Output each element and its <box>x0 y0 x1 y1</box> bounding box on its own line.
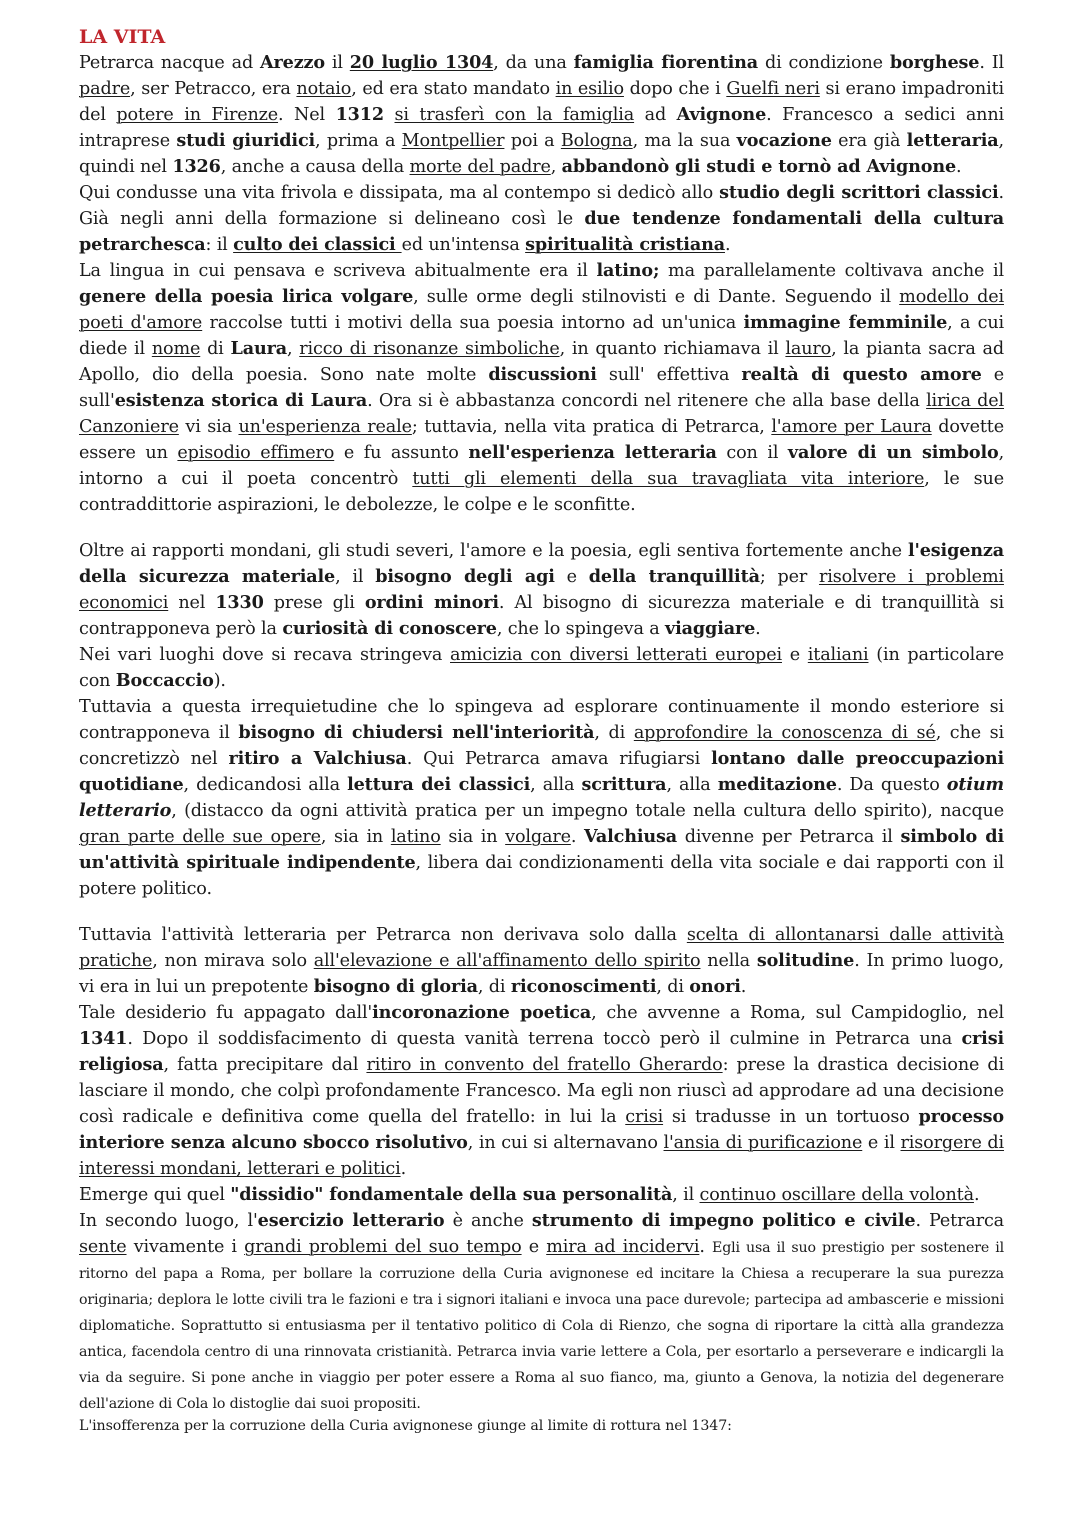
underlined-phrase: volgare <box>505 827 571 847</box>
bold-phrase: borghese <box>889 52 980 73</box>
text-run: si tradusse in un tortuoso <box>663 1107 919 1127</box>
text-run: Qui condusse una vita frivola e dissipata, ma al contempo si dedicò allo <box>79 183 720 203</box>
bold-phrase: scrittura <box>581 774 667 795</box>
text-run: . <box>400 1159 407 1179</box>
bold-phrase: strumento di impegno politico e civile <box>531 1210 916 1231</box>
bold-phrase: solitudine <box>756 950 855 971</box>
italic-bold-term: otium letterario <box>79 774 1004 821</box>
text-run <box>384 105 395 125</box>
text-run: prese gli <box>263 593 365 613</box>
paragraph-gap <box>79 902 1004 922</box>
text-run: ; tuttavia, nella vita pratica di Petrarca, <box>411 417 772 437</box>
text-run: era già <box>831 131 907 151</box>
text-run: , di <box>477 977 511 997</box>
underlined-phrase: risolvere i problemi economici <box>79 567 1004 613</box>
bold-phrase: due tendenze fondamentali della cultura petrarchesca <box>79 208 1004 255</box>
bold-phrase: incoronazione poetica <box>372 1002 592 1023</box>
underlined-phrase: risorgere di interessi mondani, letterari e politici <box>79 1133 1005 1179</box>
bold-phrase: processo interiore senza alcuno sbocco risolutivo <box>79 1106 1004 1153</box>
text-run: nel <box>168 593 216 613</box>
document-page <box>79 24 1004 1438</box>
text-run: e il <box>862 1133 901 1153</box>
underlined-phrase: grandi problemi del suo tempo <box>244 1237 522 1257</box>
bold-phrase: 1341 <box>79 1028 128 1049</box>
text-run: . <box>740 977 747 997</box>
text-run: , ser Petracco, era <box>130 79 297 99</box>
underlined-phrase: approfondire la conoscenza di sé <box>633 723 936 743</box>
text-run: . Ora si è abbastanza concordi nel ritenere che alla base della <box>367 391 927 411</box>
text-run: sia in <box>440 827 506 847</box>
bold-phrase: bisogno di gloria <box>313 976 478 997</box>
text-run: , (distacco da ogni attività pratica per un impegno totale nella cultura dello spirito), nacque <box>171 801 1004 821</box>
text-run: nella <box>700 951 757 971</box>
bold-phrase: crisi religiosa <box>79 1028 1004 1075</box>
underlined-phrase: l'amore per Laura <box>771 417 932 437</box>
text-run: ed un'intensa <box>401 235 526 255</box>
text-run: , libera dai condizionamenti della vita sociale e dai rapporti con il potere politico. <box>79 853 1004 899</box>
text-run: , che avvenne a Roma, sul Campidoglio, nel <box>591 1003 1004 1023</box>
bold-phrase: famiglia fiorentina <box>573 52 759 73</box>
bold-phrase: nell'esperienza letteraria <box>468 442 717 463</box>
paragraph-p4 <box>79 538 1004 642</box>
paragraph-p7 <box>79 922 1004 1000</box>
text-run: . Il <box>979 53 1004 73</box>
text-run: vi sia <box>178 417 239 437</box>
text-run: Tuttavia a questa irrequietudine che lo spingeva ad esplorare continuamente il mondo esteriore si contrapponeva il <box>79 697 1004 743</box>
text-run: . Da questo <box>836 775 947 795</box>
text-run: è anche <box>444 1211 532 1231</box>
text-run: , il <box>672 1185 700 1205</box>
underlined-phrase: Guelfi neri <box>726 79 820 99</box>
text-run: , ed era stato mandato <box>351 79 556 99</box>
text-run: . Nel <box>278 105 336 125</box>
underlined-phrase: nome <box>151 339 201 359</box>
bold-underlined-phrase <box>525 234 725 255</box>
bold-phrase: Valchiusa <box>584 826 678 847</box>
paragraph-p2 <box>79 180 1004 258</box>
text-run: dopo che i <box>623 79 727 99</box>
bold-phrase: 1330 <box>215 592 264 613</box>
paragraph-p3 <box>79 258 1004 518</box>
underlined-text: 20 luglio 1304 <box>349 52 494 73</box>
text-run: , alla <box>666 775 718 795</box>
underlined-phrase: all'elevazione e all'affinamento dello spirito <box>313 951 701 971</box>
underlined-text: spiritualità cristiana <box>525 234 725 255</box>
bold-phrase: bisogno di chiudersi nell'interiorità <box>238 722 595 743</box>
text-run: , quindi nel <box>79 131 1004 177</box>
underlined-phrase: episodio effimero <box>177 443 335 463</box>
underlined-phrase: lirica del Canzoniere <box>79 391 1005 437</box>
text-run: Nei vari luoghi dove si recava stringeva <box>79 645 450 665</box>
paragraph-p6 <box>79 694 1004 902</box>
text-run: , da una <box>493 53 574 73</box>
text-run: divenne per Petrarca il <box>677 827 901 847</box>
bold-phrase: onori <box>689 976 741 997</box>
bold-phrase: curiosità di conoscere <box>282 618 497 639</box>
text-run: , che lo spingeva a <box>496 619 666 639</box>
underlined-phrase: sente <box>79 1237 127 1257</box>
text-run: , dedicandosi alla <box>183 775 348 795</box>
text-run: . Già negli anni della formazione si delineano così le <box>79 183 1004 229</box>
underlined-phrase: amicizia con diversi letterati europei <box>450 645 782 665</box>
underlined-phrase: si trasferì con la famiglia <box>394 105 635 125</box>
text-run: In secondo luogo, l' <box>79 1211 258 1231</box>
text-run: vivamente i <box>126 1237 245 1257</box>
text-run: ; per <box>759 567 819 587</box>
underlined-phrase: lauro <box>785 339 832 359</box>
text-run: . Petrarca <box>915 1211 1004 1231</box>
text-run: di <box>200 339 231 359</box>
text-run: , a cui diede il <box>79 313 1004 359</box>
underlined-text: culto dei classici <box>233 234 402 255</box>
text-run: di condizione <box>758 53 890 73</box>
bold-phrase: studio degli scrittori classici <box>719 182 999 203</box>
text-run: e <box>781 645 808 665</box>
text-run: si erano impadroniti del <box>79 79 1004 125</box>
bold-phrase: latino; <box>596 260 660 281</box>
bold-phrase: discussioni <box>488 364 597 385</box>
bold-underlined-phrase <box>233 234 401 255</box>
underlined-phrase: modello dei poeti d'amore <box>79 287 1004 333</box>
underlined-phrase: un'esperienza reale <box>238 417 412 437</box>
underlined-phrase: morte del padre <box>409 157 551 177</box>
text-run: . <box>699 1237 712 1257</box>
text-run: Petrarca nacque ad <box>79 53 261 73</box>
text-run: Emerge qui quel <box>79 1185 231 1205</box>
underlined-phrase: padre <box>79 79 131 99</box>
text-run: , sia in <box>320 827 391 847</box>
underlined-phrase: mira ad incidervi <box>546 1237 700 1257</box>
bold-phrase: bisogno degli agi <box>375 566 555 587</box>
paragraph-p8 <box>79 1000 1004 1182</box>
text-run: . <box>570 827 584 847</box>
bold-phrase: lontano dalle preoccupazioni quotidiane <box>79 748 1005 795</box>
text-run: , che si concretizzò nel <box>79 723 1004 769</box>
text-run: Egli usa il suo prestigio per sostenere il ritorno del papa a Roma, per bollare la corruzione della Curia avignonese ed incitare la Chiesa a recuperare la sua purezza originaria; deplora le lotte civili tra le fazioni e tra i signori italiani e invoca una pace durevole; partecipa ad ambascerie e missioni diplomatiche. Soprattutto si entusiasma per il tentativo politico di Cola di Rienzo, che sogna di riportare la città alla grandezza antica, facendola centro di una rinnovata cristianità. Petrarca invia varie lettere a Cola, per esortarlo a perseverare e indicargli la via da seguire. Si pone anche in viaggio per poter essere a Roma al suo fianco, ma, giunto a Genova, la notizia del degenerare dell'azione di Cola lo distoglie dai suoi propositi. <box>79 1240 1005 1412</box>
text-run: (in particolare con <box>79 645 1004 691</box>
text-run: . <box>956 157 962 177</box>
bold-phrase: ritiro a Valchiusa <box>228 748 407 769</box>
bold-phrase: realtà di questo amore <box>741 364 982 385</box>
underlined-phrase: notaio <box>296 79 352 99</box>
text-run: . Al bisogno di sicurezza materiale e di tranquillità si contrapponeva però la <box>79 593 1005 639</box>
text-run: ). <box>213 671 226 691</box>
bold-phrase: viaggiare <box>665 618 756 639</box>
paragraph-p11 <box>79 1416 1004 1438</box>
text-run: Tale desiderio fu appagato dall' <box>79 1003 373 1023</box>
bold-underlined-phrase <box>350 52 493 73</box>
text-run: , alla <box>530 775 582 795</box>
text-run: con il <box>716 443 788 463</box>
bold-phrase: ordini minori <box>364 592 499 613</box>
bold-phrase: lettura dei classici <box>347 774 531 795</box>
text-run: Tuttavia l'attività letteraria per Petrarca non derivava solo dalla <box>79 925 687 945</box>
text-run: ma parallelamente coltivava anche il <box>659 261 1004 281</box>
section-title: LA VITA <box>79 26 166 48</box>
text-run: , sulle orme degli stilnovisti e di Dante. Seguendo il <box>413 287 900 307</box>
paragraph-p10 <box>79 1208 1004 1416</box>
bold-phrase: Laura <box>230 338 287 359</box>
underlined-phrase: crisi <box>625 1107 664 1127</box>
bold-phrase: immagine femminile <box>743 312 948 333</box>
underlined-phrase: scelta di allontanarsi dalle attività pratiche <box>79 925 1004 971</box>
bold-phrase: simbolo di un'attività spirituale indipendente <box>79 826 1004 873</box>
underlined-phrase: l'ansia di purificazione <box>663 1133 863 1153</box>
text-run: , <box>550 157 562 177</box>
bold-phrase: esistenza storica di Laura <box>114 390 368 411</box>
text-run: e fu assunto <box>334 443 469 463</box>
text-run: . Qui Petrarca amava rifugiarsi <box>406 749 712 769</box>
text-run: . <box>724 235 731 255</box>
bold-phrase: letteraria <box>906 130 999 151</box>
document-body <box>79 50 1004 1438</box>
paragraph-p5 <box>79 642 1004 694</box>
text-run: L'insofferenza per la corruzione della Curia avignonese giunge al limite di rottura nel 1347: <box>79 1418 732 1434</box>
text-run: il <box>324 53 350 73</box>
bold-phrase: genere della poesia lirica volgare <box>79 286 414 307</box>
bold-phrase: "dissidio" fondamentale della sua personalità <box>230 1184 673 1205</box>
underlined-phrase: gran parte delle sue opere <box>79 827 321 847</box>
text-run: . Francesco a sedici anni intraprese <box>79 105 1005 151</box>
bold-phrase: 1312 <box>335 104 384 125</box>
bold-phrase: studi giuridici <box>176 130 316 151</box>
underlined-phrase: italiani <box>807 645 869 665</box>
text-run: e <box>554 567 589 587</box>
text-run: , il <box>335 567 376 587</box>
bold-phrase: Boccaccio <box>115 670 214 691</box>
text-run: , la pianta sacra ad Apollo, dio della poesia. Sono nate molte <box>79 339 1004 385</box>
bold-phrase: riconoscimenti <box>510 976 657 997</box>
bold-phrase: meditazione <box>717 774 837 795</box>
text-run: , intorno a cui il poeta concentrò <box>79 443 1005 489</box>
underlined-phrase: tutti gli elementi della sua travagliata vita interiore <box>412 469 925 489</box>
text-run: dovette essere un <box>79 417 1004 463</box>
text-run: , ma la sua <box>632 131 737 151</box>
paragraph-p9 <box>79 1182 1004 1208</box>
underlined-phrase: in esilio <box>555 79 624 99</box>
text-run: , in quanto richiamava il <box>559 339 786 359</box>
text-run: , non mirava solo <box>152 951 314 971</box>
paragraph-gap <box>79 518 1004 538</box>
text-run: , prima a <box>315 131 402 151</box>
text-run: , di <box>656 977 690 997</box>
text-run: . <box>755 619 761 639</box>
underlined-phrase: ritiro in convento del fratello Gherardo <box>366 1055 723 1075</box>
text-run: , le sue contraddittorie aspirazioni, le debolezze, le colpe e le sconfitte. <box>79 469 1004 515</box>
text-run: : il <box>205 235 234 255</box>
text-run: e sull' <box>79 365 1004 411</box>
bold-phrase: Avignone <box>676 104 767 125</box>
underlined-phrase: Bologna <box>560 131 633 151</box>
underlined-phrase: latino <box>390 827 441 847</box>
text-run: Oltre ai rapporti mondani, gli studi severi, l'amore e la poesia, egli sentiva fortemente anche <box>79 541 908 561</box>
text-run: raccolse tutti i motivi della sua poesia intorno ad un'unica <box>202 313 744 333</box>
paragraph-p1 <box>79 50 1004 180</box>
text-run: ad <box>634 105 677 125</box>
text-run: La lingua in cui pensava e scriveva abitualmente era il <box>79 261 597 281</box>
underlined-phrase: continuo oscillare della volontà <box>699 1185 974 1205</box>
bold-phrase: valore di un simbolo <box>787 442 999 463</box>
underlined-phrase: potere in Firenze <box>116 105 279 125</box>
text-run: . In primo luogo, vi era in lui un prepotente <box>79 951 1004 997</box>
text-run: , fatta precipitare dal <box>163 1055 367 1075</box>
bold-phrase: 1326 <box>172 156 221 177</box>
text-run: sull' effettiva <box>596 365 742 385</box>
text-run: poi a <box>504 131 561 151</box>
underlined-phrase: ricco di risonanze simboliche <box>299 339 560 359</box>
bold-phrase: Arezzo <box>260 52 325 73</box>
text-run: . Dopo il soddisfacimento di questa vanità terrena toccò però il culmine in Petrarca una <box>127 1029 962 1049</box>
underlined-phrase: Montpellier <box>401 131 505 151</box>
text-run: , di <box>594 723 634 743</box>
text-run: , anche a causa della <box>220 157 410 177</box>
text-run: e <box>521 1237 547 1257</box>
text-run: . <box>973 1185 980 1205</box>
bold-phrase: vocazione <box>736 130 832 151</box>
text-run: : prese la drastica decisione di lasciare il mondo, che colpì profondamente Francesco. Ma egli non riuscì ad approdare ad una decisione così radicale e definitiva come quella del fratello: in lui la <box>79 1055 1004 1127</box>
bold-phrase: abbandonò gli studi e tornò ad Avignone <box>561 156 957 177</box>
bold-phrase: della tranquillità <box>588 566 760 587</box>
text-run: , in cui si alternavano <box>467 1133 664 1153</box>
text-run: , <box>286 339 300 359</box>
bold-phrase: l'esigenza della sicurezza materiale <box>79 540 1004 587</box>
bold-phrase: esercizio letterario <box>257 1210 445 1231</box>
